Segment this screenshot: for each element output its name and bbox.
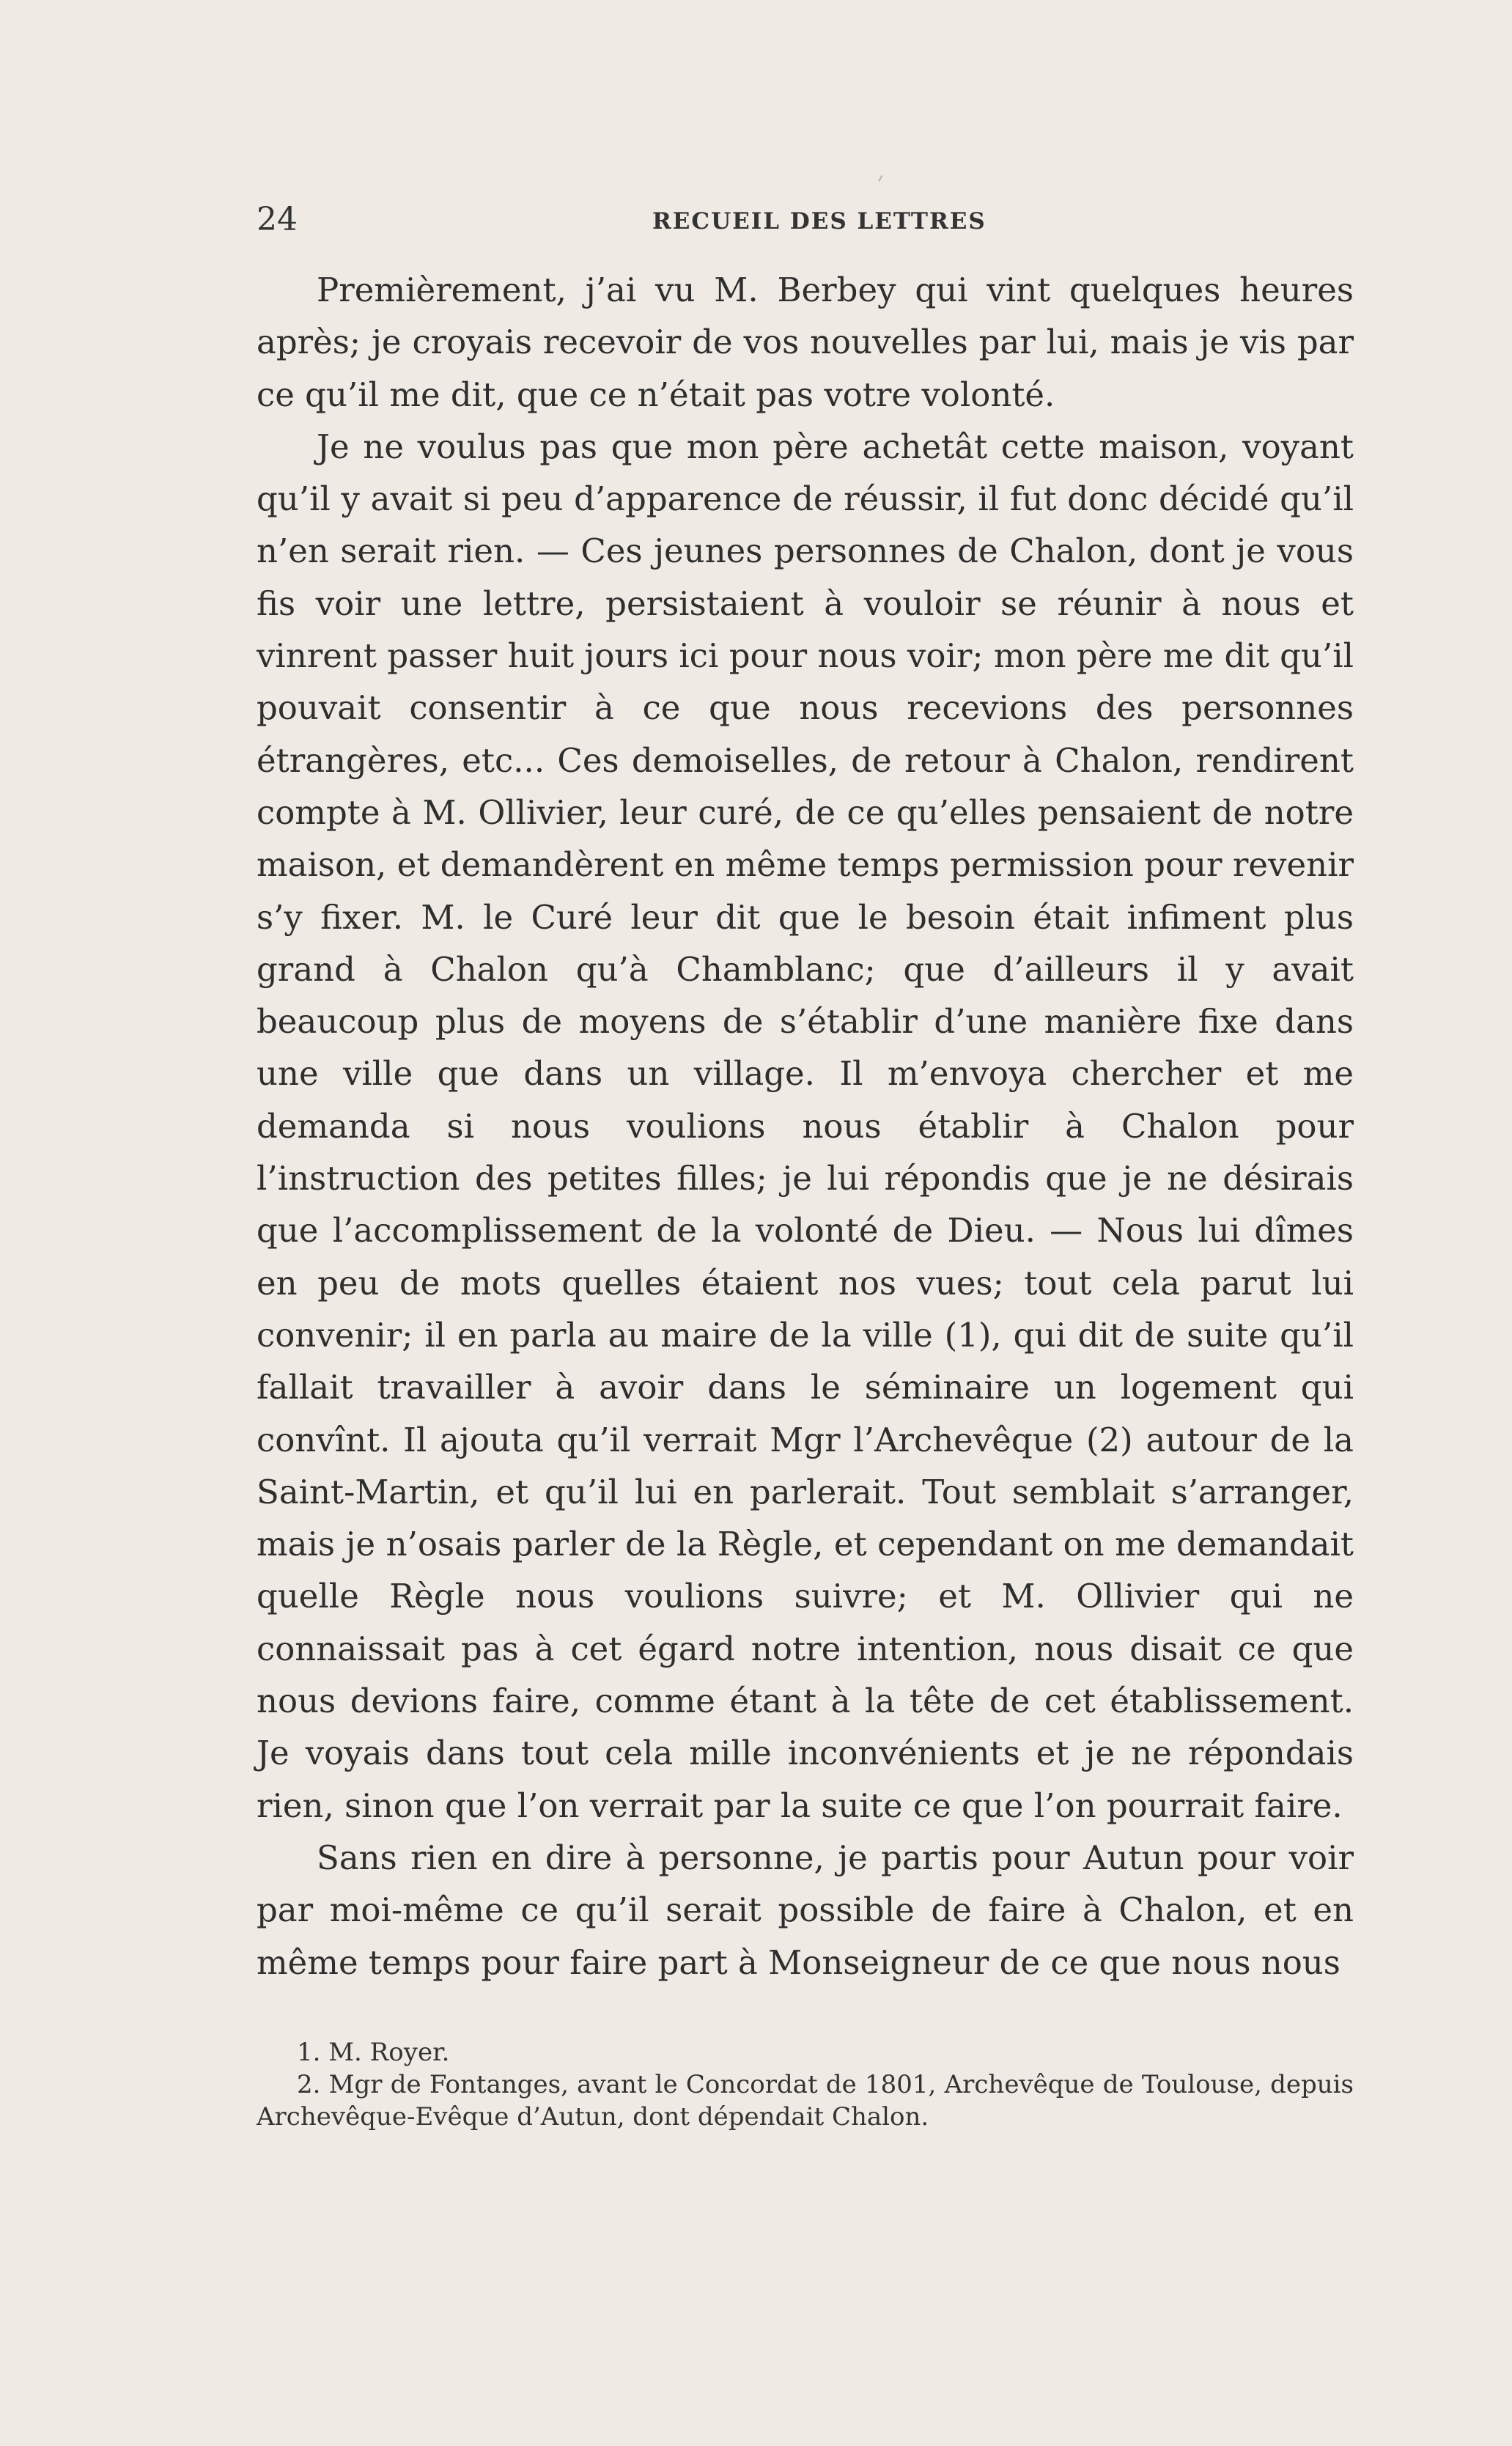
paragraph: Premièrement, j’ai vu M. Berbey qui vint quelques heures après; je croyais recevoir de vos nouvelles par lui, mais je vis par ce qu’il me dit, que ce n’était pas votre volonté. — [257, 270, 1354, 414]
page-number: 24 — [257, 201, 298, 238]
paragraph: Je ne voulus pas que mon père achetât cette maison, voyant qu’il y avait si peu d’apparence de réussir, il fut donc décidé qu’il n’en serait rien. — Ces jeunes personnes de Chalon, dont je vous fis voir une lettre, persistaient à vouloir se réunir à nous et vinrent passer huit jours ici pour nous voir; mon père me dit qu’il pouvait consentir à ce que nous recevions des personnes étrangères, etc... Ces demoiselles, de retour à Chalon, rendirent compte à M. Ollivier, leur curé, de ce qu’elles pensaient de notre maison, et demandèrent en même temps permission pour revenir s’y fixer. M. le Curé leur dit que le besoin était infiment plus grand à Chalon qu’à Chamblanc; que d’ailleurs il y avait beaucoup plus de moyens de s’établir d’une manière fixe dans une ville que dans un village. Il m’envoya chercher et me demanda si nous voulions nous établir à Chalon pour l’instruction des petites filles; je lui répondis que je ne désirais que l’accomplissement de la volonté de Dieu. — Nous lui dîmes en peu de mots quelles étaient nos vues; tout cela parut lui convenir; il en parla au maire de la ville (1), qui dit de suite qu’il fallait travailler à avoir dans le séminaire un logement qui convînt. Il ajouta qu’il verrait Mgr l’Archevêque (2) autour de la Saint-Martin, et qu’il lui en parlerait. Tout semblait s’arranger, mais je n’osais parler de la Règle, et cependant on me demandait quelle Règle nous voulions suivre; et M. Ollivier qui ne connaissait pas à cet égard notre intention, nous disait ce que nous devions faire, comme étant à la tête de cet établissement. Je voyais dans tout cela mille inconvénients et je ne répondais rien, sinon que l’on verrait par la suite ce que l’on pourrait faire. — [257, 427, 1354, 1825]
footnotes — [257, 2036, 1354, 2133]
ink-speck — [878, 175, 886, 183]
running-title: RECUEIL DES LETTRES — [652, 208, 987, 235]
footnote: 1. M. Royer. — [297, 2038, 450, 2067]
paragraph: Sans rien en dire à personne, je partis pour Autun pour voir par moi-même ce qu’il serait possible de faire à Chalon, et en même temps pour faire part à Monseigneur de ce que nous nous — [257, 1838, 1354, 1982]
footnote: 2. Mgr de Fontanges, avant le Concordat de 1801, Archevêque de Toulouse, depuis Archevêque-Evêque d’Autun, dont dépendait Chalon. — [257, 2070, 1354, 2132]
page-header — [257, 196, 1356, 240]
main-text — [257, 264, 1354, 1989]
